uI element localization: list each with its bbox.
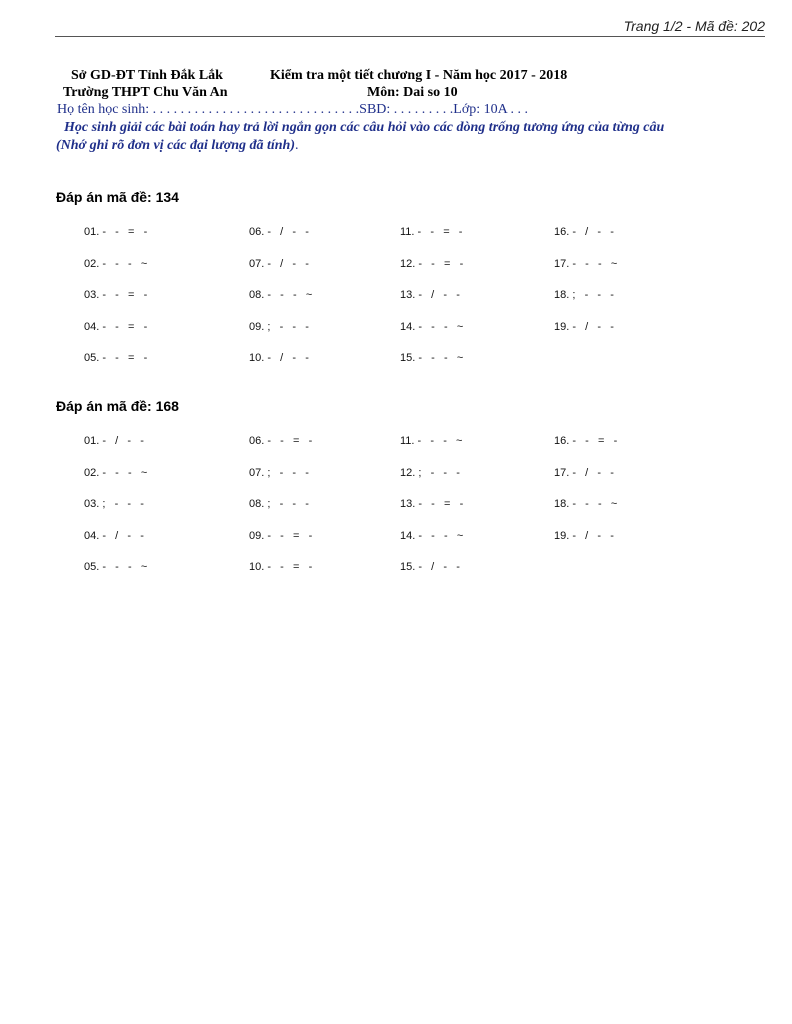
answer-item: 17. - / - - xyxy=(554,466,614,479)
answer-item: 01. - - = - xyxy=(84,226,148,238)
answer-item: 08. - - - ~ xyxy=(249,289,313,301)
answer-item: 08. ; - - - xyxy=(249,498,309,510)
answer-item: 14. - - - ~ xyxy=(400,529,464,542)
answer-item: 16. - / - - xyxy=(554,226,614,238)
subject-name: Môn: Dai so 10 xyxy=(367,85,458,100)
instruction-line-2: (Nhớ ghi rõ đơn vị các đại lượng đã tính) xyxy=(56,138,296,153)
exam-title: Kiểm tra một tiết chương I - Năm học 2017 - 2018 xyxy=(270,68,568,83)
page-header-text: Trang 1/2 - Mã đề: 202 xyxy=(623,18,765,34)
answer-item: 05. - - - ~ xyxy=(84,561,148,573)
answer-item: 18. ; - - - xyxy=(554,289,614,301)
answer-item: 17. - - - ~ xyxy=(554,257,618,270)
answer-item: 09. - - = - xyxy=(249,529,313,542)
answer-section-title-168: Đáp án mã đề: 168 xyxy=(56,398,179,414)
answer-item: 13. - / - - xyxy=(400,289,460,301)
school-name: Trường THPT Chu Văn An xyxy=(63,85,228,100)
answer-item: 10. - / - - xyxy=(249,352,309,364)
answer-item: 09. ; - - - xyxy=(249,320,309,333)
answer-item: 15. - - - ~ xyxy=(400,352,464,364)
instruction-line-1: Học sinh giải các bài toán hay trả lời ngắn gọn các câu hỏi vào các dòng trống tương ứng của từng câu xyxy=(64,120,665,135)
answer-item: 07. - / - - xyxy=(249,257,309,270)
student-info-line: Họ tên học sinh: . . . . . . . . . . . . . . . . . . . . . . . . . . . . . .SBD: . . . . . . . . .Lớp: 10A . . . xyxy=(57,102,528,117)
answer-item: 12. ; - - - xyxy=(400,466,460,479)
page-header xyxy=(55,18,765,37)
answer-item: 10. - - = - xyxy=(249,561,313,573)
instruction-text xyxy=(56,119,746,155)
answer-item: 02. - - - ~ xyxy=(84,257,148,270)
instruction-period: . xyxy=(295,138,299,153)
answer-item: 03. - - = - xyxy=(84,289,148,301)
answer-item: 19. - / - - xyxy=(554,320,614,333)
answer-item: 18. - - - ~ xyxy=(554,498,618,510)
answer-item: 06. - / - - xyxy=(249,226,309,238)
answer-item: 13. - - = - xyxy=(400,498,464,510)
answer-item: 11. - - - ~ xyxy=(400,435,463,447)
department-name: Sở GD-ĐT Tỉnh Đắk Lắk xyxy=(71,68,223,83)
answer-item: 02. - - - ~ xyxy=(84,466,148,479)
answer-item: 07. ; - - - xyxy=(249,466,309,479)
answer-item: 16. - - = - xyxy=(554,435,618,447)
answer-item: 19. - / - - xyxy=(554,529,614,542)
answer-item: 03. ; - - - xyxy=(84,498,144,510)
answer-item: 15. - / - - xyxy=(400,561,460,573)
answer-section-title-134: Đáp án mã đề: 134 xyxy=(56,189,179,205)
answer-item: 12. - - = - xyxy=(400,257,464,270)
answer-item: 11. - - = - xyxy=(400,226,463,238)
answer-item: 06. - - = - xyxy=(249,435,313,447)
answer-item: 14. - - - ~ xyxy=(400,320,464,333)
answer-item: 04. - / - - xyxy=(84,529,144,542)
answer-item: 05. - - = - xyxy=(84,352,148,364)
answer-item: 04. - - = - xyxy=(84,320,148,333)
answer-item: 01. - / - - xyxy=(84,435,144,447)
